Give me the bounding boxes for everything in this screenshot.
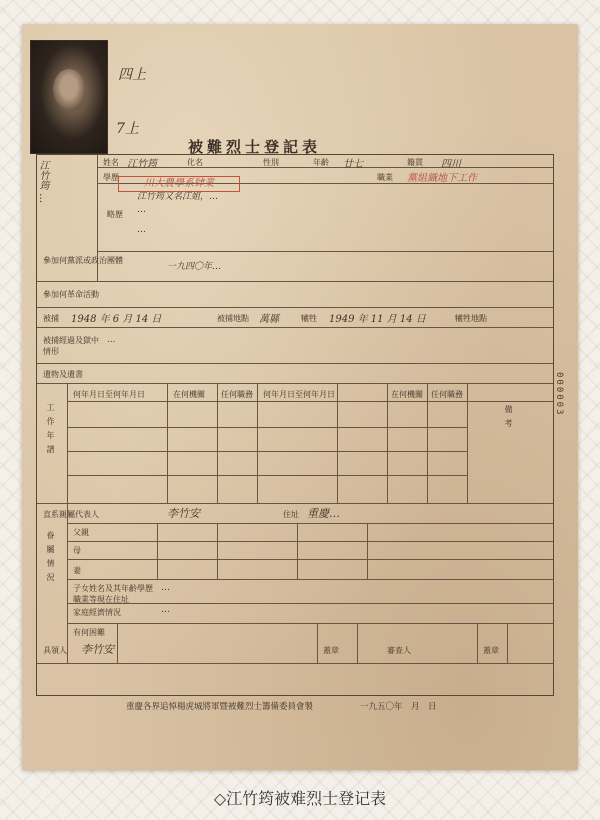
value-family-rep: 李竹安 [167, 507, 200, 520]
label-sacrifice-place: 犧牲地點 [455, 314, 487, 323]
label-sacrifice-date: 犧牲 [301, 314, 317, 323]
label-reviewer: 審查人 [387, 646, 411, 655]
col-date-range-2: 何年月日至何年月日 [263, 390, 335, 399]
label-join-party: 參加何黨派或政治團體 [43, 256, 123, 265]
label-family-condition: 家庭經濟情況 [73, 608, 121, 617]
label-relics: 遺物及遺書 [43, 370, 83, 379]
label-circumstances: 被捕經過及獄中情形 [43, 336, 99, 356]
value-join-activity: 一九四〇年… [167, 262, 222, 272]
portrait-photo [30, 40, 108, 154]
label-activities: 參加何革命活動 [43, 290, 99, 299]
label-spouse: 妻 [73, 566, 81, 575]
col-position-1: 任何職務 [221, 390, 253, 399]
label-children: 子女姓名及其年齡學歷職業等現在住址 [73, 584, 153, 604]
image-caption: ◇江竹筠被难烈士登记表 [213, 789, 387, 808]
label-applicant: 具領人 [43, 646, 67, 655]
col-agency-1: 在何機關 [173, 390, 205, 399]
label-work-history: 工作年譜 [46, 403, 55, 459]
label-native-place: 籍貫 [407, 158, 423, 167]
label-education: 學歷 [103, 173, 119, 182]
value-sacrifice-text: … [107, 335, 116, 345]
label-difficulty: 有何困難 [73, 628, 105, 637]
value-arrest-date: 1948 年 6 月 14 日 [71, 314, 162, 325]
value-birthplace: 四川 [441, 159, 461, 170]
value-age: 廿七 [343, 159, 363, 170]
label-remarks: 備考 [504, 405, 513, 433]
footer-date: 一九五〇年 月 日 [360, 702, 437, 712]
value-death-date: 1949 年 11 月 14 日 [329, 314, 426, 325]
left-column-note: 江竹筠 … [37, 160, 48, 204]
label-age: 年齡 [313, 158, 329, 167]
label-resume: 略歷 [107, 210, 123, 219]
label-seal-2: 蓋章 [483, 646, 499, 655]
bio-line-1: 江竹筠又名江姐，… [137, 192, 219, 202]
occupation-stamp: 川大農學系肄業 [118, 176, 240, 192]
registration-form-table [36, 154, 554, 696]
col-position-2: 任何職務 [431, 390, 463, 399]
label-family: 眷屬情況 [46, 531, 55, 587]
value-support-info: … [161, 605, 170, 615]
value-child-info: … [161, 583, 170, 593]
serial-number: 000003 [554, 372, 564, 417]
label-name: 姓名 [103, 158, 119, 167]
value-arrest-place: 萬縣 [259, 314, 279, 325]
label-gender: 性別 [263, 158, 279, 167]
top-handwritten-note-1: 四上 [118, 67, 146, 83]
col-date-range-1: 何年月日至何年月日 [73, 390, 145, 399]
label-mother: 母 [73, 546, 81, 555]
value-name: 江竹筠 [127, 159, 157, 170]
bio-line-2: … [137, 205, 146, 215]
bio-line-3: … [137, 225, 146, 235]
label-address: 住址 [283, 510, 299, 519]
label-father: 父親 [73, 528, 89, 537]
label-occupation: 職業 [377, 173, 393, 182]
top-handwritten-note-2: 7上 [116, 121, 139, 137]
label-seal-1: 蓋章 [323, 646, 339, 655]
label-arrest-date: 被捕 [43, 314, 59, 323]
footer-issuer: 重慶各界追悼楊虎城將軍暨被難烈士籌備委員會製 [126, 702, 314, 712]
value-occupation-red: 黨組織地下工作 [407, 173, 477, 184]
label-alias: 化名 [187, 158, 203, 167]
label-family-rep: 直系親屬代表人 [43, 510, 99, 519]
form-title: 被難烈士登記表 [188, 138, 322, 156]
value-applicant: 李竹安 [81, 643, 114, 656]
label-arrest-place: 被捕地點 [217, 314, 249, 323]
portrait-face [53, 69, 85, 109]
value-family-address: 重慶… [307, 507, 340, 520]
col-agency-2: 在何機關 [391, 390, 423, 399]
